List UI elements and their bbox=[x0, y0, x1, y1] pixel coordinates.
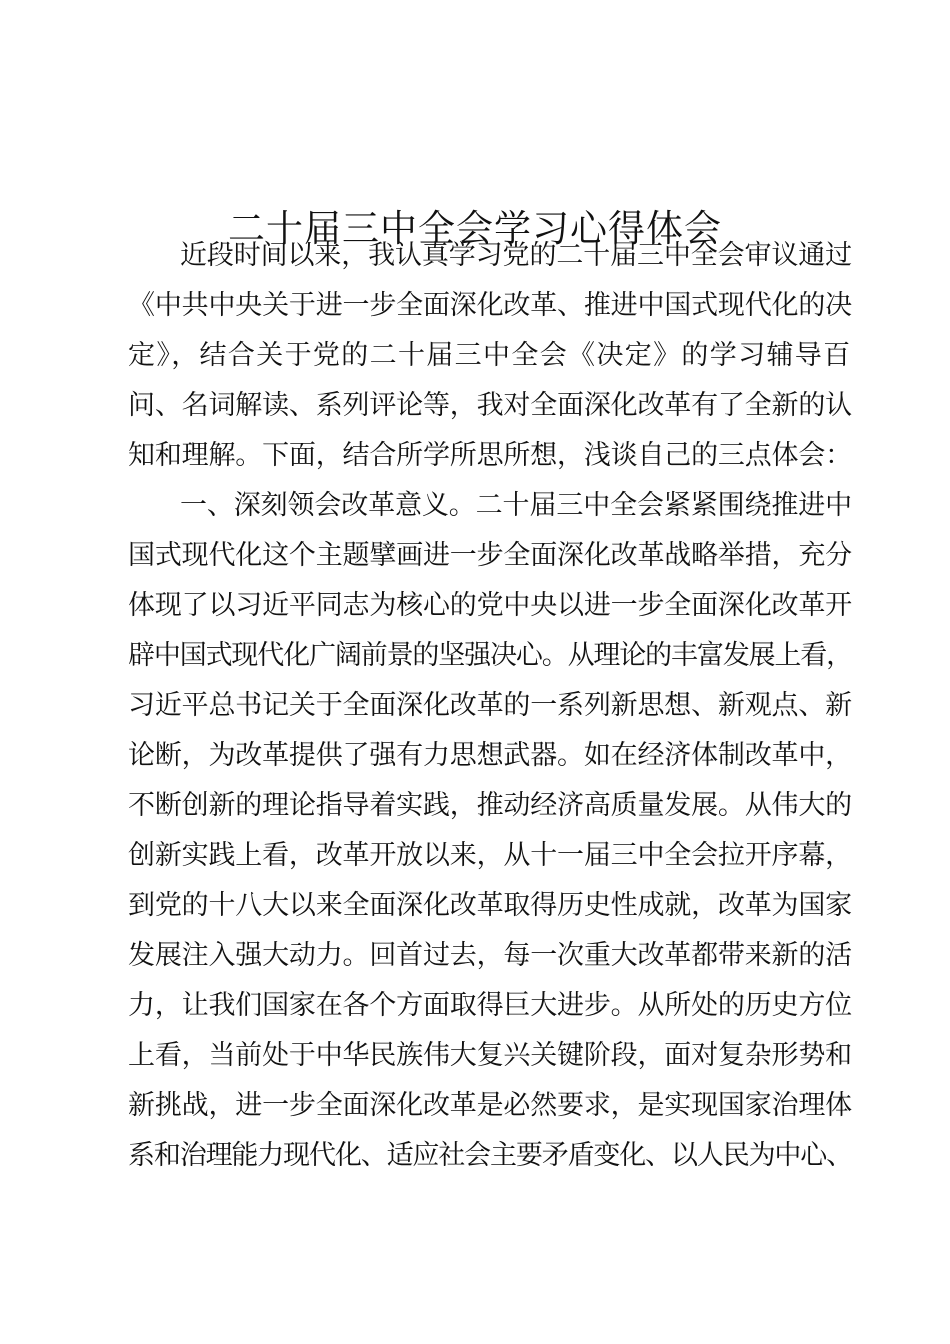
body-line: 问、名词解读、系列评论等，我对全面深化改革有了全新的认 bbox=[128, 390, 852, 421]
body-line: 系和治理能力现代化、适应社会主要矛盾变化、以人民为中心、 bbox=[128, 1140, 852, 1171]
body-line: 《中共中央关于进一步全面深化改革、推进中国式现代化的决 bbox=[128, 290, 852, 321]
document-body bbox=[128, 231, 852, 1181]
body-line: 上看，当前处于中华民族伟大复兴关键阶段，面对复杂形势和 bbox=[128, 1040, 852, 1071]
document-title: 二十届三中全会学习心得体会 bbox=[228, 206, 722, 250]
body-line: 国式现代化这个主题擘画进一步全面深化改革战略举措，充分 bbox=[128, 540, 852, 571]
body-line: 论断，为改革提供了强有力思想武器。如在经济体制改革中， bbox=[128, 740, 852, 771]
body-line: 习近平总书记关于全面深化改革的一系列新思想、新观点、新 bbox=[128, 690, 852, 721]
body-line: 辟中国式现代化广阔前景的坚强决心。从理论的丰富发展上看， bbox=[128, 640, 852, 671]
body-line: 不断创新的理论指导着实践，推动经济高质量发展。从伟大的 bbox=[128, 790, 852, 821]
body-line: 一、深刻领会改革意义。二十届三中全会紧紧围绕推进中 bbox=[180, 490, 852, 521]
body-line: 体现了以习近平同志为核心的党中央以进一步全面深化改革开 bbox=[128, 590, 852, 621]
body-line: 力，让我们国家在各个方面取得巨大进步。从所处的历史方位 bbox=[128, 990, 852, 1021]
body-line: 到党的十八大以来全面深化改革取得历史性成就，改革为国家 bbox=[128, 890, 852, 921]
body-line: 知和理解。下面，结合所学所思所想，浅谈自己的三点体会： bbox=[128, 440, 852, 471]
body-line: 发展注入强大动力。回首过去，每一次重大改革都带来新的活 bbox=[128, 940, 852, 971]
body-line: 创新实践上看，改革开放以来，从十一届三中全会拉开序幕， bbox=[128, 840, 852, 871]
body-line: 新挑战，进一步全面深化改革是必然要求，是实现国家治理体 bbox=[128, 1090, 852, 1121]
body-line: 定》，结合关于党的二十届三中全会《决定》的学习辅导百 bbox=[128, 340, 852, 371]
body-line: 近段时间以来，我认真学习党的二十届三中全会审议通过 bbox=[180, 240, 852, 271]
